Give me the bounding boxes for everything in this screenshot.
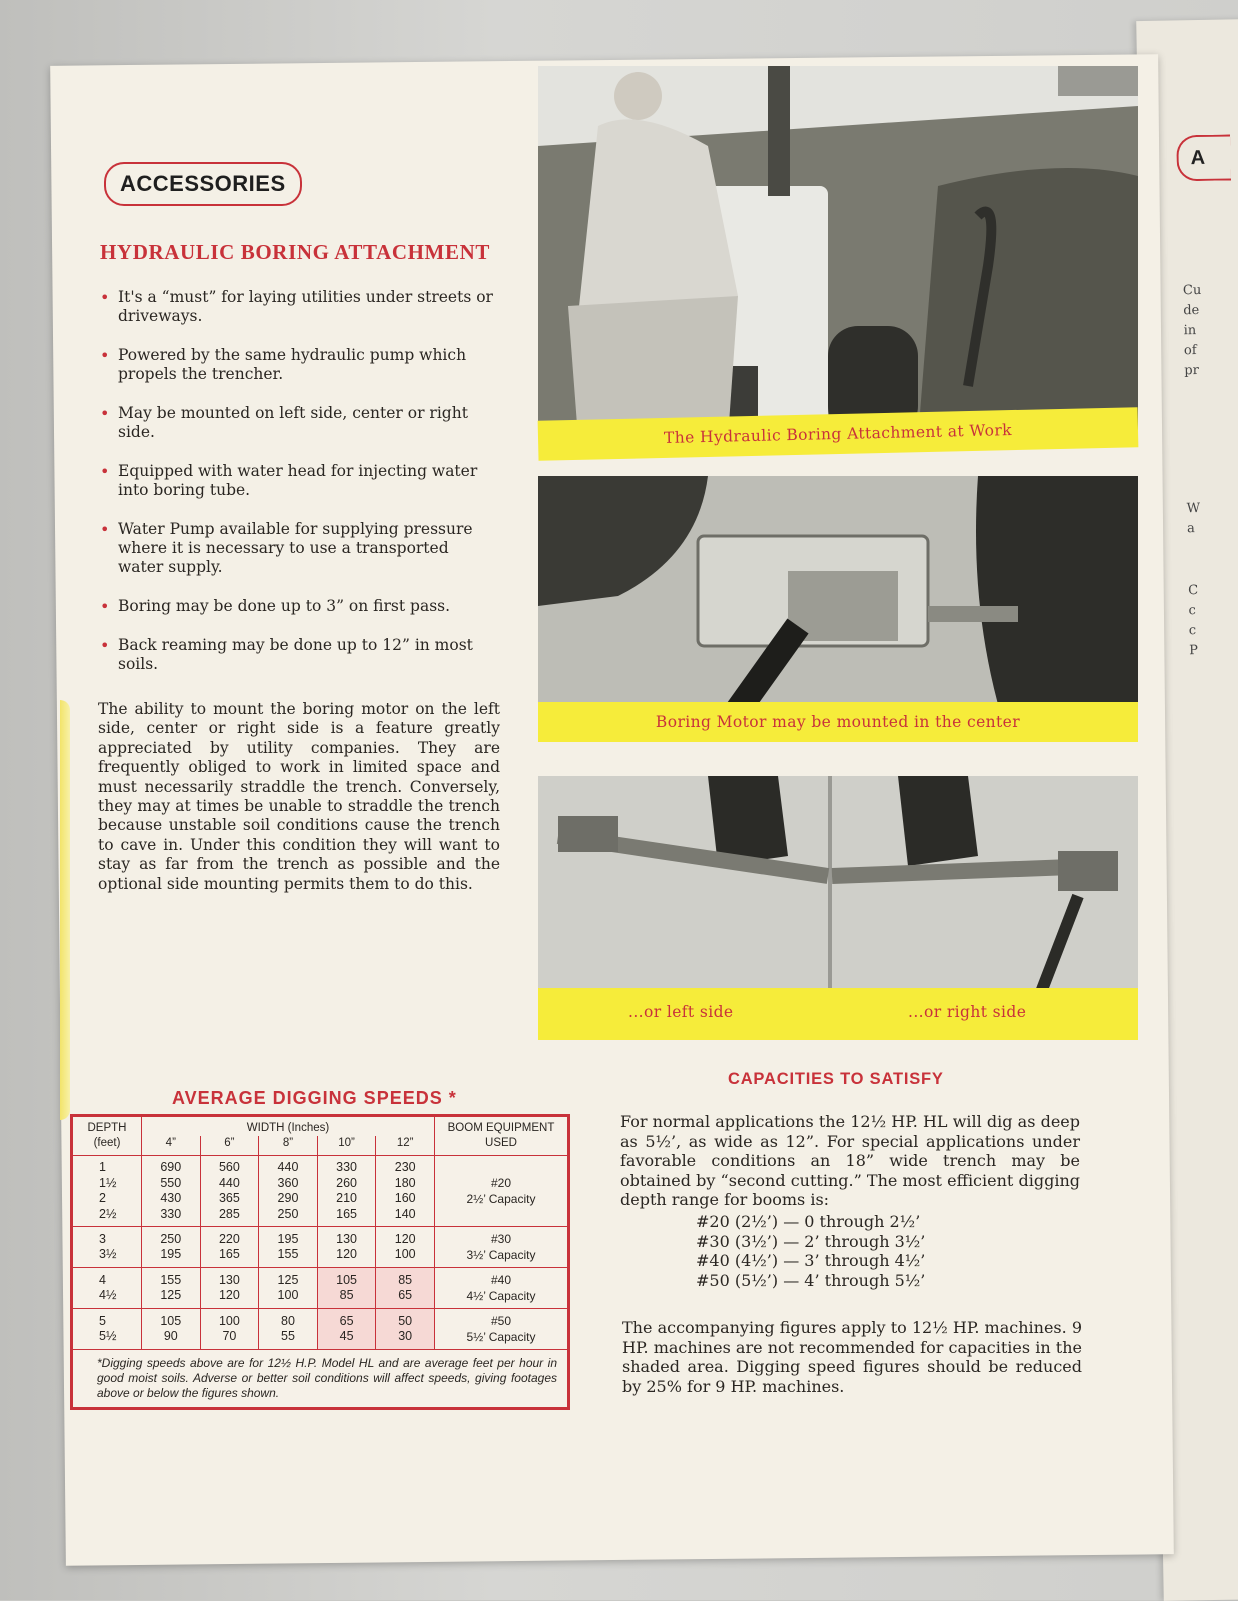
section-title: HYDRAULIC BORING ATTACHMENT bbox=[100, 240, 490, 264]
photo-boring-motor-sides bbox=[538, 776, 1138, 1000]
speed-cell: 130 120 bbox=[317, 1227, 376, 1268]
width-col-header: 12” bbox=[376, 1136, 435, 1156]
feature-item: • Powered by the same hydraulic pump which propels the trencher. bbox=[98, 346, 498, 384]
width-col-header: 10” bbox=[317, 1136, 376, 1156]
speed-cell: 105 85 bbox=[317, 1268, 376, 1309]
width-col-header: 6” bbox=[200, 1136, 259, 1156]
speed-cell: 220 165 bbox=[200, 1227, 259, 1268]
body-paragraph: The ability to mount the boring motor on the left side, center or right side is a feature greatly appreciated by utility companies. They are frequently obliged to work in limited space and must necessarily straddle the trench. Conversely, they may at times be unable to straddle the trench because unstable soil conditions cause the trench to cave in. Under this condition they will want to stay as far from the trench as possible and the optional side mounting permits them to do this. bbox=[98, 700, 500, 893]
adjacent-fragment: pr bbox=[1184, 363, 1200, 379]
caption-sides bbox=[538, 988, 1138, 1040]
feature-item: • Back reaming may be done up to 12” in most soils. bbox=[98, 636, 498, 674]
speed-cell: 155 125 bbox=[142, 1268, 201, 1309]
table-row bbox=[73, 1227, 568, 1268]
feature-list bbox=[98, 288, 498, 694]
depth-header: DEPTH (feet) bbox=[73, 1117, 142, 1156]
adjacent-fragment: in bbox=[1183, 323, 1197, 339]
adjacent-fragment: W bbox=[1186, 501, 1201, 517]
digging-speeds-table bbox=[70, 1114, 570, 1410]
boom-cell: #20 2½’ Capacity bbox=[435, 1156, 568, 1227]
adjacent-fragment: a bbox=[1186, 521, 1195, 537]
speed-cell: 195 155 bbox=[259, 1227, 318, 1268]
adjacent-fragment: c bbox=[1188, 603, 1196, 619]
adjacent-fragment: de bbox=[1183, 303, 1200, 319]
speeds-title: AVERAGE DIGGING SPEEDS * bbox=[172, 1088, 457, 1108]
depth-cell: 3 3½ bbox=[73, 1227, 142, 1268]
adjacent-fragment: c bbox=[1188, 623, 1197, 639]
photo-boring-attachment-at-work bbox=[538, 66, 1138, 438]
speed-cell: 250 195 bbox=[142, 1227, 201, 1268]
speed-cell: 230 180 160 140 bbox=[376, 1156, 435, 1227]
width-header: WIDTH (Inches) bbox=[142, 1117, 435, 1137]
speed-cell: 330 260 210 165 bbox=[317, 1156, 376, 1227]
caption-left-side: ...or left side bbox=[628, 1003, 734, 1021]
speed-cell: 560 440 365 285 bbox=[200, 1156, 259, 1227]
photo-column bbox=[538, 66, 1138, 1046]
speeds-asterisk: * bbox=[448, 1088, 457, 1108]
feature-item: • Boring may be done up to 3” on first pass. bbox=[98, 597, 498, 616]
photo-boring-motor-center bbox=[538, 476, 1138, 738]
boom-cell: #50 5½’ Capacity bbox=[435, 1309, 568, 1350]
speed-cell: 80 55 bbox=[259, 1309, 318, 1350]
feature-item: • Water Pump available for supplying pressure where it is necessary to use a transported water supply. bbox=[98, 520, 498, 577]
table-row bbox=[73, 1268, 568, 1309]
adjacent-fragment: C bbox=[1188, 583, 1199, 599]
depth-cell: 1 1½ 2 2½ bbox=[73, 1156, 142, 1227]
boom-header: BOOM EQUIPMENT USED bbox=[435, 1117, 568, 1156]
caption-right-side: ...or right side bbox=[908, 1003, 1027, 1021]
depth-cell: 4 4½ bbox=[73, 1268, 142, 1309]
adjacent-fragment: Cu bbox=[1182, 282, 1202, 299]
depth-range-list bbox=[696, 1212, 925, 1290]
capacities-paragraph: For normal applications the 12½ HP. HL will dig as deep as 5½’, as wide as 12”. For special applications under favorable conditions an 18” wide trench may be obtained by “second cutting.” The most efficient digging depth range for booms is: bbox=[620, 1112, 1080, 1209]
capacities-note: The accompanying figures apply to 12½ HP. machines. 9 HP. machines are not recommended for capacities in the shaded area. Digging speed figures should be reduced by 25% for 9 HP. machines. bbox=[622, 1318, 1082, 1396]
depth-range: #20 (2½’) — 0 through 2½’ bbox=[696, 1212, 921, 1231]
speed-cell: 85 65 bbox=[376, 1268, 435, 1309]
table-row bbox=[73, 1309, 568, 1350]
accessories-badge: ACCESSORIES bbox=[104, 162, 302, 206]
speed-cell: 100 70 bbox=[200, 1309, 259, 1350]
yellow-page-edge bbox=[60, 700, 70, 1120]
speed-cell: 130 120 bbox=[200, 1268, 259, 1309]
depth-range: #40 (4½’) — 3’ through 4½’ bbox=[696, 1251, 926, 1270]
feature-item: • May be mounted on left side, center or right side. bbox=[98, 404, 498, 442]
depth-cell: 5 5½ bbox=[73, 1309, 142, 1350]
depth-range: #30 (3½’) — 2’ through 3½’ bbox=[696, 1231, 926, 1251]
depth-range: #50 (5½’) — 4’ through 5½’ bbox=[696, 1270, 926, 1290]
speeds-footnote: *Digging speeds above are for 12½ H.P. Model HL and are average feet per hour in good moist soils. Adverse or better soil conditions will affect speeds, giving footages above or below the figures shown. bbox=[73, 1350, 568, 1408]
capacities-title: CAPACITIES TO SATISFY bbox=[728, 1070, 944, 1088]
speed-cell: 120 100 bbox=[376, 1227, 435, 1268]
adjacent-fragment: P bbox=[1189, 643, 1199, 659]
boom-cell: #30 3½’ Capacity bbox=[435, 1227, 568, 1268]
speed-cell: 690 550 430 330 bbox=[142, 1156, 201, 1227]
width-col-header: 4” bbox=[142, 1136, 201, 1156]
caption-center: Boring Motor may be mounted in the center bbox=[538, 702, 1138, 742]
table-row bbox=[73, 1156, 568, 1227]
adjacent-fragment: of bbox=[1183, 343, 1197, 359]
boom-cell: #40 4½’ Capacity bbox=[435, 1268, 568, 1309]
feature-item: • Equipped with water head for injecting water into boring tube. bbox=[98, 462, 498, 500]
speed-cell: 65 45 bbox=[317, 1309, 376, 1350]
caption-at-work: The Hydraulic Boring Attachment at Work bbox=[538, 407, 1139, 461]
feature-item: • It's a “must” for laying utilities under streets or driveways. bbox=[98, 288, 498, 326]
width-col-header: 8” bbox=[259, 1136, 318, 1156]
adjacent-page-tab: A bbox=[1176, 134, 1231, 181]
speed-cell: 105 90 bbox=[142, 1309, 201, 1350]
speed-cell: 50 30 bbox=[376, 1309, 435, 1350]
speed-cell: 440 360 290 250 bbox=[259, 1156, 318, 1227]
speed-cell: 125 100 bbox=[259, 1268, 318, 1309]
